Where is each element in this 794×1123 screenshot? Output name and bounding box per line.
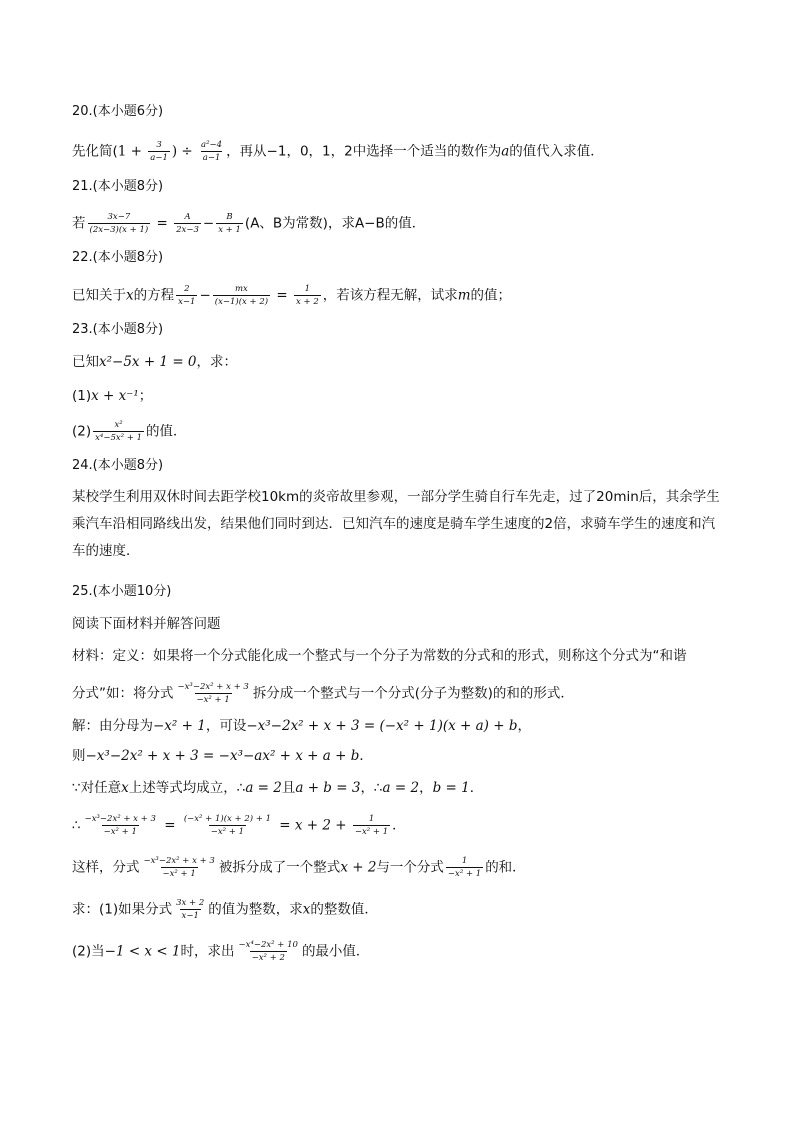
q21-frac-3: $\frac{B}{x + 1}$ [218,212,241,235]
q25-sol-expr-3: −x³−2x² + x + 3 = −x³−ax² + x + a + b [85,748,360,764]
q25-sol-text-2: ，可设 [205,718,247,734]
q21-frac-1: $\frac{3x-7}{(2x-3)(x + 1)}$ [89,212,149,235]
q25-solution-line-5: 这样，分式 $\frac{\text{−x³−2x² + x + 3}}{\text{−x² + 1}}$ 被拆分成了一个整式x + 2与一个分式 $\frac{1}{\text{−x² + 1}}$ 的和． [72,856,526,879]
q25-solution-line-2 [72,746,373,766]
q25-s4-frac-1: $\frac{\text{−x³−2x² + x + 3}}{\text{−x² + 1}}$ [84,814,156,837]
q22-text-2: 的方程 [133,287,175,304]
q20-frac-2: $\frac{\text{a²−4}}{a-1}$ [201,140,223,163]
q25-sol-expr-2: −x³−2x² + x + 3 = (−x² + 1)(x + a) + b [246,718,518,734]
q23-heading: 23.(本小题8分) [72,322,164,337]
q21-heading: 21.(本小题8分) [72,179,164,194]
q22-var-m: m [457,287,471,304]
q23-part-2-end: 的值． [146,423,187,440]
q20-divide: ) ÷ [171,143,198,160]
q25-sol-period: ． [359,748,373,764]
q23-part-1-expr: x + x⁻¹ [91,388,139,404]
q25-solution-line-3: ∵对任意x上述等式均成立，∴a = 2且a + b = 3，∴a = 2，b = 1． [72,780,484,796]
q22-frac-3: $\frac{1}{x + 2}$ [296,284,319,307]
q20-var-a: a [501,143,510,160]
q23-equation: x²−5x + 1 = 0 [99,354,197,370]
q21-body [72,212,425,235]
q21-equals: = [152,215,173,232]
q25-s5-frac-1: $\frac{\text{−x³−2x² + x + 3}}{\text{−x² + 1}}$ [143,856,215,879]
q22-text: 已知关于 [72,287,126,304]
q22-body [72,284,511,307]
q21-ending: (A、B为常数)，求A−B的值． [244,215,426,232]
q25-s4-frac-3: $\frac{1}{\text{−x² + 1}}$ [354,814,389,837]
q25-material-line-1: 材料：定义：如果将一个分式能化成一个整式与一个分子为常数的分式和的形式，则称这个分式为“和谐 [72,648,687,664]
q25-material-text: 分式”如：将分式 [72,685,174,702]
q25-material-frac: $\frac{\text{−x³−2x² + x + 3}}{\text{−x² + 1}}$ [177,682,249,705]
q23-given [72,352,237,372]
q20-instruction: ，再从−1，0，1，2中选择一个适当的数作为 [226,143,502,160]
q20-body [72,140,604,163]
q20-heading: 20.(本小题6分) [72,104,164,119]
q21-frac-2: $\frac{A}{2x-3}$ [176,212,199,235]
q21-minus: − [202,215,215,232]
q25-sol-expr-1: −x² + 1 [153,718,206,734]
q25-s4-frac-2: $\frac{\text{(−x² + 1)(x + 2) + 1}}{\text{−x² + 1}}$ [183,814,271,837]
q25-ask-1-frac: $\frac{3x + 2}{x-1}$ [176,898,205,921]
q22-minus: − [199,287,211,304]
q23-part-1-label: (1) [72,388,92,404]
q25-sol-text: 解：由分母为 [72,718,153,734]
q25-sol-comma: ， [517,718,531,734]
q25-solution-line-4: ∴ $\frac{\text{−x³−2x² + x + 3}}{\text{−x² + 1}}$ = $\frac{\text{(−x² + 1)(x + 2) + 1}}{\text{−x² + 1}}$ = x + 2 + $\frac{1}{\text{−x² + 1}}$ ． [72,814,406,837]
q23-frac: $\frac{\text{x²}}{\text{x⁴−5x² + 1}}$ [95,420,142,443]
q20-ending: 的值代入求值． [509,143,604,160]
q23-part-2 [72,420,187,443]
q23-text: 已知 [72,354,99,370]
q23-part-2-label: (2) [72,423,92,440]
q22-frac-2: $\frac{mx}{(x-1)(x + 2)}$ [214,284,269,307]
q25-ask-2: (2)当−1 < x < 1时，求出 $\frac{\text{−x⁴−2x² + 10}}{\text{−x² + 2}}$ 的最小值． [72,940,370,963]
q22-var-x: x [126,287,134,304]
q22-equals: = [272,287,292,304]
q20-text: 先化简( [72,143,118,160]
q22-frac-1: $\frac{2}{x-1}$ [178,284,196,307]
q25-ask-2-frac: $\frac{\text{−x⁴−2x² + 10}}{\text{−x² + 2}}$ [238,940,298,963]
q25-material-text-2: 拆分成一个整式与一个分式(分子为整数)的和的形式． [252,685,574,702]
q23-part-1-end: ； [138,388,153,404]
q20-frac-1: $\frac{3}{a-1}$ [150,140,168,163]
q25-heading: 25.(本小题10分) [72,584,172,599]
q20-expr: 1 + [117,143,147,160]
q25-s5-frac-2: $\frac{1}{\text{−x² + 1}}$ [447,856,482,879]
q21-text: 若 [72,215,86,232]
q25-solution-line-1 [72,716,531,736]
q23-part-1 [72,386,152,406]
q22-text-3: ，若该方程无解，试求 [322,287,458,304]
q22-heading: 22.(本小题8分) [72,250,164,265]
q25-intro: 阅读下面材料并解答问题 [72,616,221,632]
q24-heading: 24.(本小题8分) [72,458,164,473]
q23-ask: ，求： [196,354,238,370]
q24-body: 某校学生利用双休时间去距学校10km的炎帝故里参观，一部分学生骑自行车先走，过了20min后，其余学生乘汽车沿相同路线出发，结果他们同时到达．已知汽车的速度是骑车学生速度的2倍，求骑车学生的速度和汽车的速度． [72,489,720,559]
q25-sol-then: 则 [72,748,86,764]
q25-material-line-2 [72,682,574,705]
q22-ending: 的值； [470,287,512,304]
q25-ask-1: 求：(1)如果分式 $\frac{3x + 2}{x-1}$ 的值为整数，求x的整数值． [72,898,378,921]
